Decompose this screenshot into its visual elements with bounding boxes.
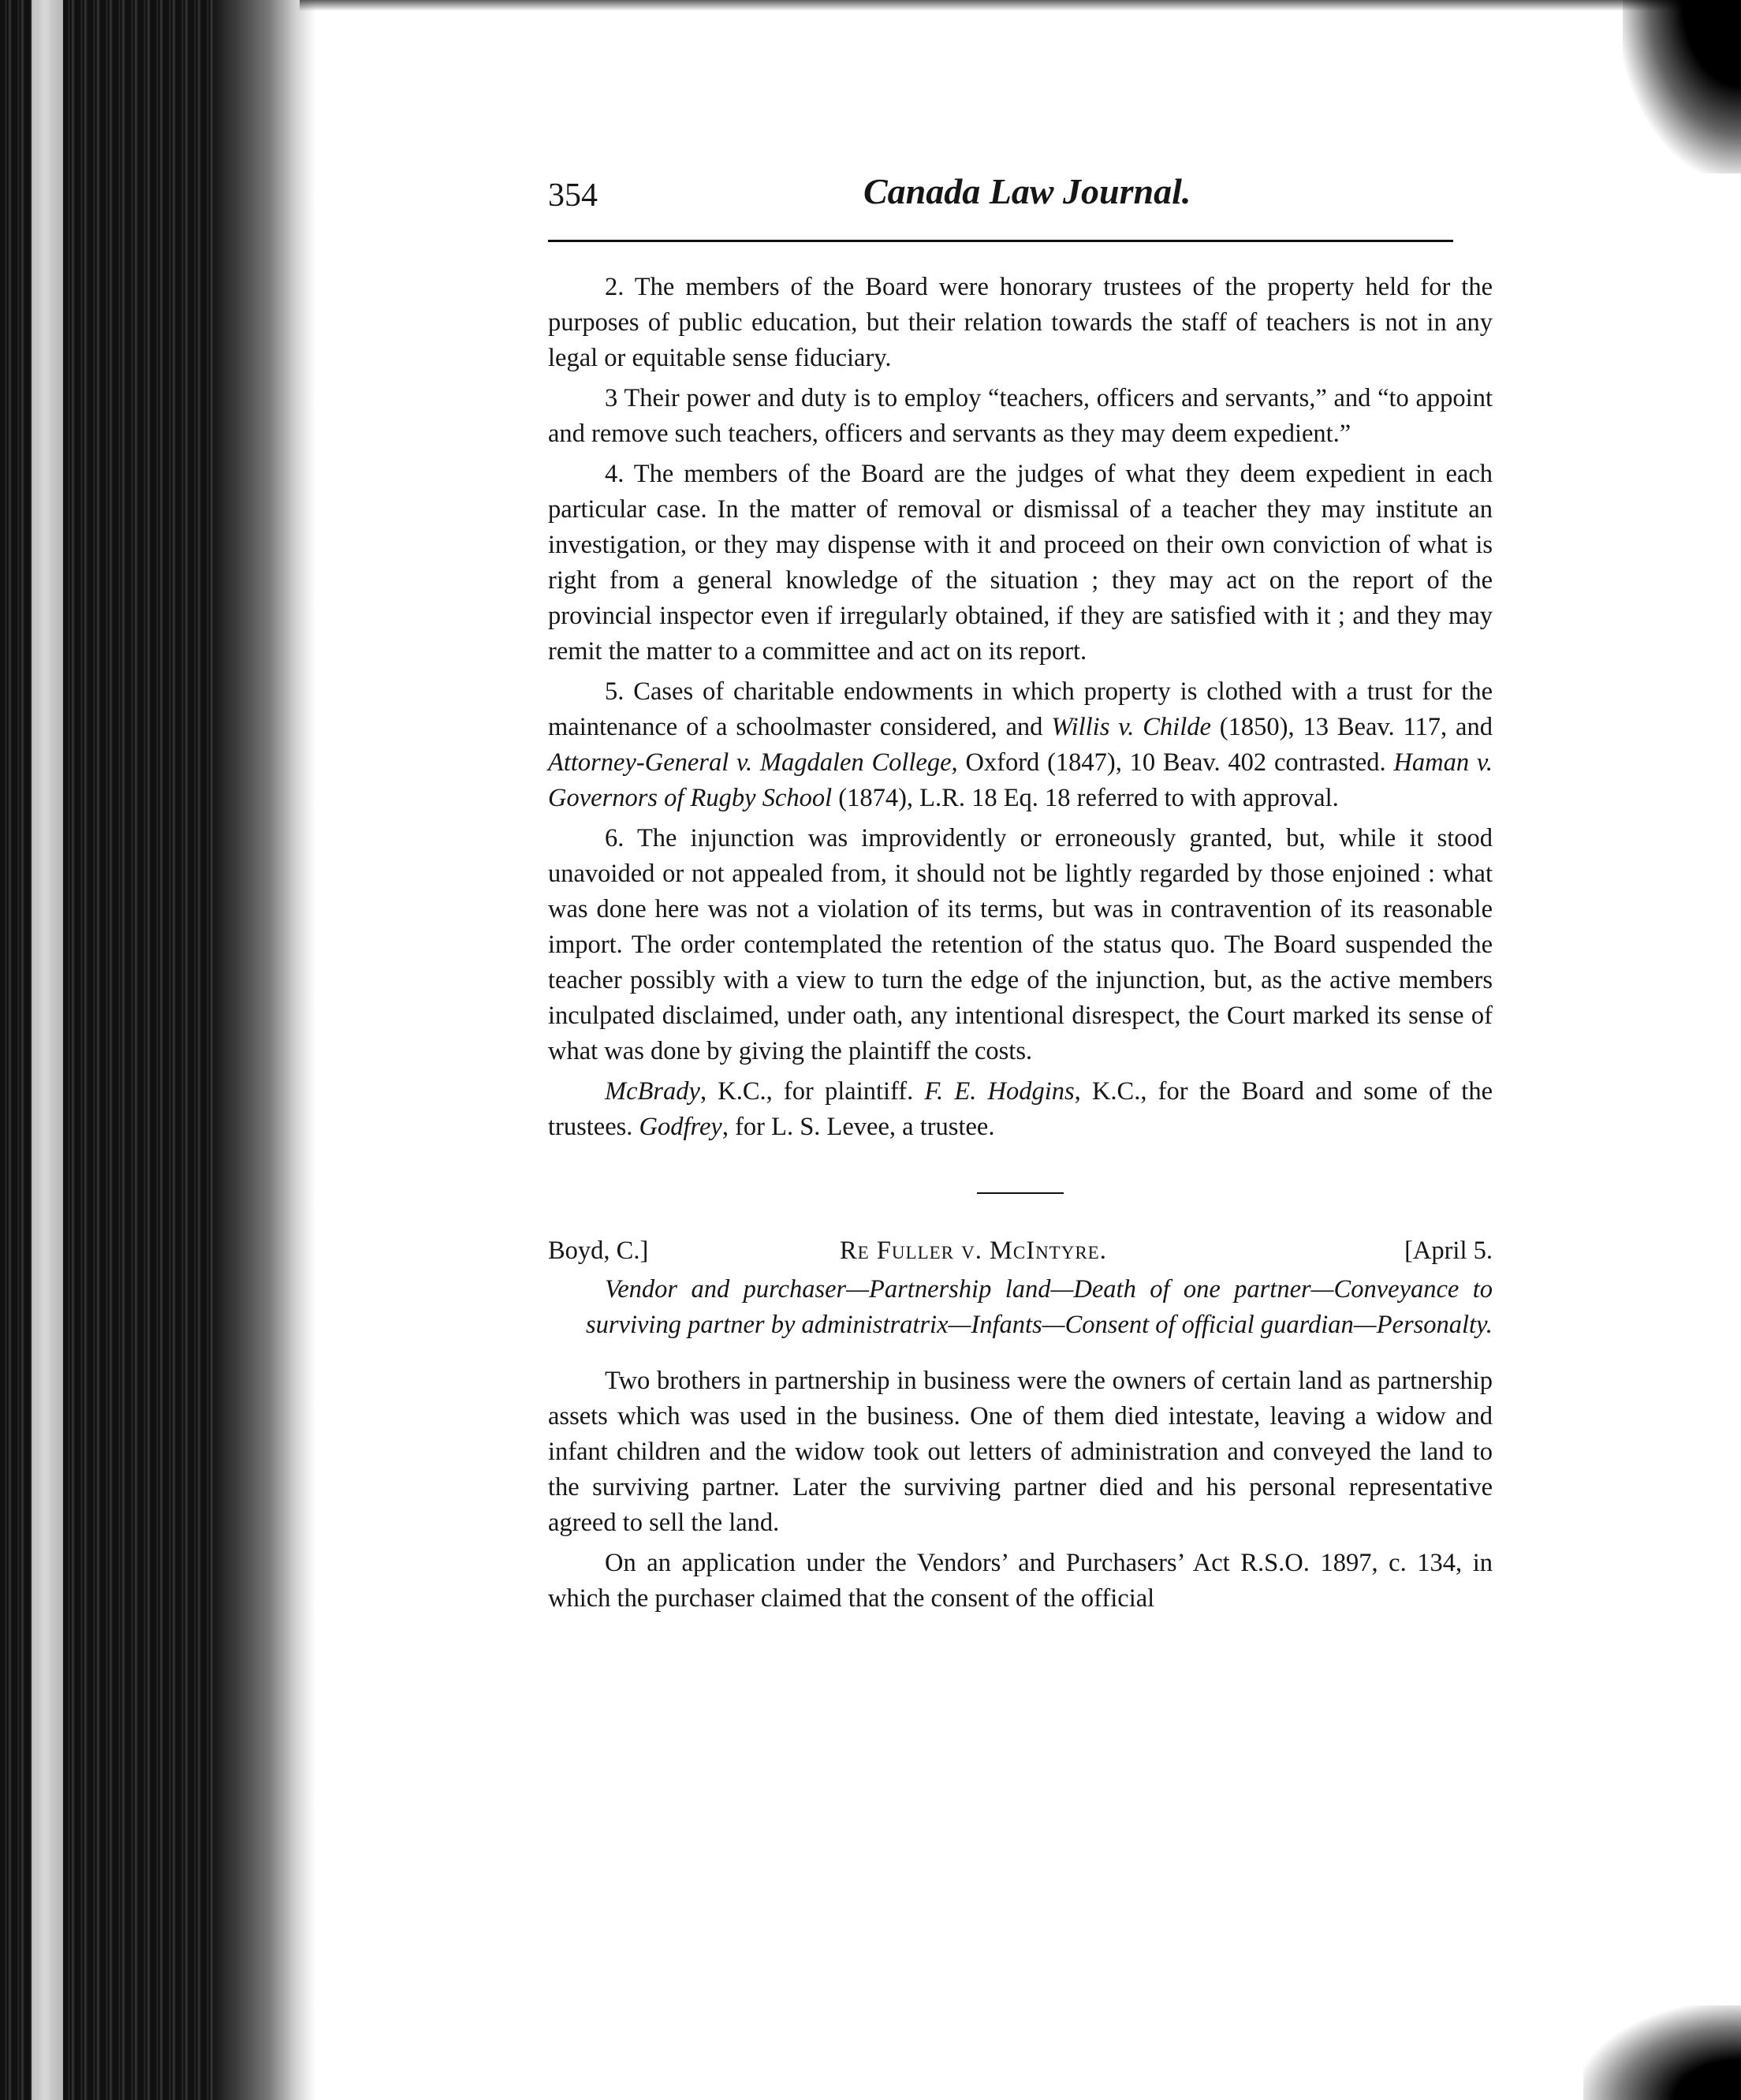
case-date: [April 5.	[1404, 1237, 1493, 1265]
header-rule	[548, 240, 1453, 242]
counsel-text-2: , K.C., for the Board and some of the trustees.	[548, 1077, 1493, 1141]
case-citation-haman: Haman v. Governors of Rugby School	[548, 748, 1493, 812]
paragraph-5-text-d: (1874), L.R. 18 Eq. 18 referred to with approval.	[832, 784, 1339, 812]
counsel-text-1: , K.C., for plaintiff.	[699, 1077, 925, 1106]
scan-corner-top-right	[1623, 0, 1741, 173]
paragraph-5-text-a: 5. Cases of charitable endowments in which property is clothed with a trust for the maintenance of a schoolmaster considered, and	[548, 677, 1493, 741]
section-separator	[977, 1192, 1064, 1194]
counsel-line	[548, 1074, 1493, 1145]
case-judge: Boyd, C.]	[548, 1237, 649, 1265]
counsel-name-2: F. E. Hodgins	[924, 1077, 1075, 1106]
running-head	[548, 166, 1490, 237]
scan-corner-bottom-right	[1583, 2005, 1741, 2100]
case-paragraph-1: Two brothers in partnership in business were the owners of certain land as partnership assets which was used in the business. One of them died intestate, leaving a widow and infant children and the widow took out letters of administration and conveyed the land to the surviving partner. Later the surviving partner died and his personal representative agreed to sell the land.	[548, 1367, 1493, 1537]
case-citation-willis: Willis v. Childe	[1051, 713, 1211, 741]
page-number: 354	[548, 177, 598, 214]
body-text	[548, 270, 1493, 1621]
journal-title: Canada Law Journal.	[863, 171, 1191, 211]
case-paragraph-2: On an application under the Vendors’ and Purchasers’ Act R.S.O. 1897, c. 134, in which the purchaser claimed that the consent of the official	[548, 1549, 1493, 1613]
case-name: Re Fuller v. McIntyre.	[840, 1237, 1107, 1265]
paragraph-5-text-b: (1850), 13 Beav. 117, and	[1210, 713, 1493, 741]
paragraph-5-text-c: Oxford (1847), 10 Beav. 402 contrasted.	[957, 748, 1394, 777]
scan-edge-top	[300, 0, 1741, 11]
case-citation-attorney-general: Attorney-General v. Magdalen College,	[548, 748, 958, 777]
case-headnote	[548, 1272, 1493, 1343]
paragraph-6: 6. The injunction was improvidently or erroneously granted, but, while it stood unavoided or not appealed from, it should not be lightly regarded by those enjoined : what was done here was not a violation of its terms, but was in contravention of its reasonable import. The order contemplated the retention of the status quo. The Board suspended the teacher possibly with a view to turn the edge of the injunction, but, as the active members inculpated disclaimed, under oath, any intentional disrespect, the Court marked its sense of what was done by giving the plaintiff the costs.	[548, 824, 1493, 1065]
counsel-name-1: McBrady	[605, 1077, 700, 1106]
case-header	[548, 1233, 1493, 1269]
paragraph-3: 3 Their power and duty is to employ “teachers, officers and servants,” and “to appoint and remove such teachers, officers and servants as they may deem expedient.”	[548, 384, 1493, 448]
counsel-text-3: , for L. S. Levee, a trustee.	[721, 1113, 995, 1141]
paragraph-4: 4. The members of the Board are the judges of what they deem expedient in each particular case. In the matter of removal or dismissal of a teacher they may institute an investigation, or they may dispense with it and proceed on their own conviction of what is right from a general knowledge of the situation ; they may act on the report of the provincial inspector even if irregularly obtained, if they are satisfied with it ; and they may remit the matter to a committee and act on its report.	[548, 460, 1493, 666]
headnote-text: Vendor and purchaser—Partnership land—Death of one partner—Conveyance to surviving partner by administratrix—Infants—Consent of official guardian—Personalty.	[586, 1275, 1493, 1339]
document-page	[548, 166, 1493, 1613]
book-binding-shadow	[0, 0, 315, 2100]
paragraph-2: 2. The members of the Board were honorary trustees of the property held for the purposes of public education, but their relation towards the staff of teachers is not in any legal or equitable sense fiduciary.	[548, 273, 1493, 372]
paragraph-5	[548, 674, 1493, 816]
counsel-name-3: Godfrey	[639, 1113, 722, 1141]
